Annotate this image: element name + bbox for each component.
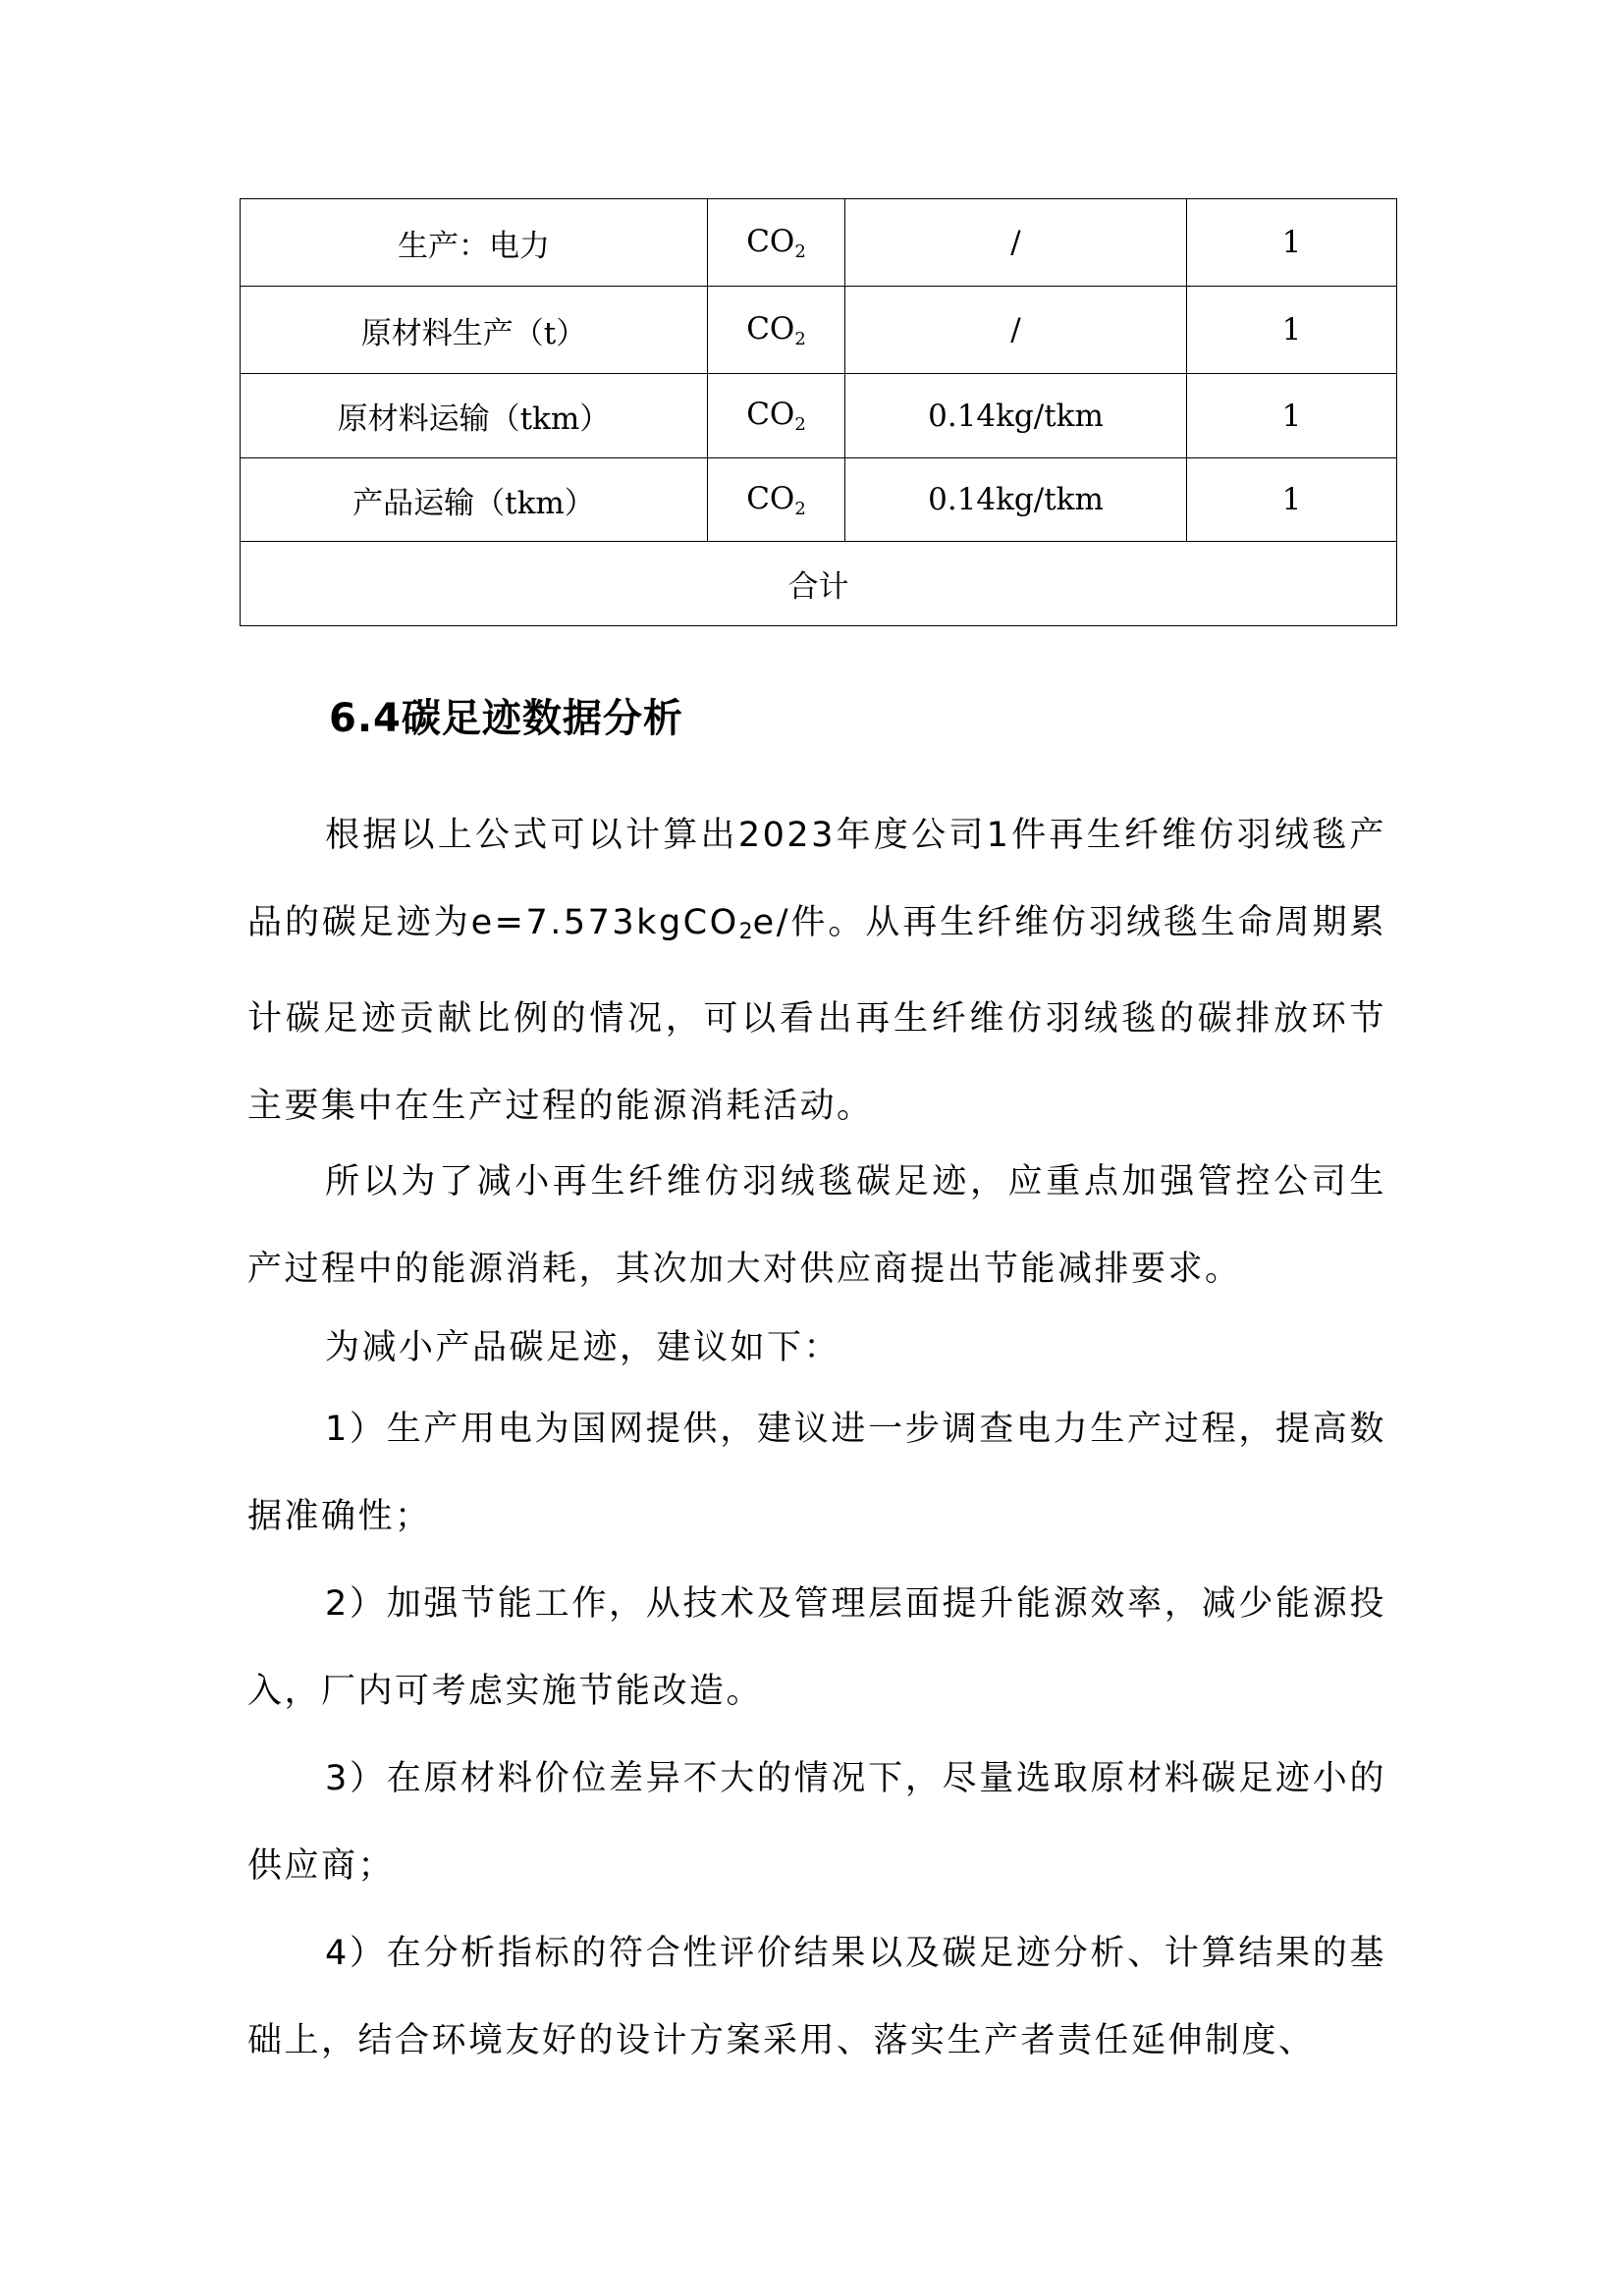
factor-cell: 0.14kg/tkm (845, 374, 1187, 458)
total-cell: 合计 (241, 542, 1397, 626)
gwp-cell: 1 (1187, 287, 1397, 374)
gas-cell: $CO_2$ (708, 287, 845, 374)
gwp-cell: 1 (1187, 199, 1397, 287)
table-row (241, 199, 1397, 287)
table-total-row (241, 542, 1397, 626)
paragraph-conclusion: 所以为了减小再生纤维仿羽绒毯碳足迹，应重点加强管控公司生产过程中的能源消耗，其次加大对供应商提出节能减排要求。 (247, 1162, 1386, 1289)
gas-cell: $CO_2$ (708, 458, 845, 542)
item-cell: 产品运输（tkm） (241, 458, 708, 542)
gas-cell: $CO_2$ (708, 199, 845, 287)
table-row (241, 458, 1397, 542)
section-heading: 6.4碳足迹数据分析 (329, 696, 683, 741)
factor-cell: / (845, 287, 1187, 374)
gwp-cell: 1 (1187, 458, 1397, 542)
suggestion-item-1: 1）生产用电为国网提供，建议进一步调查电力生产过程，提高数据准确性； (247, 1410, 1386, 1536)
emission-factor-table (240, 198, 1397, 626)
paragraph-result: 根据以上公式可以计算出2023年度公司1件再生纤维仿羽绒毯产品的碳足迹为e=7.573kgCO$_2$e/件。从再生纤维仿羽绒毯生命周期累计碳足迹贡献比例的情况，可以看出再生纤维仿羽绒毯的碳排放环节主要集中在生产过程的能源消耗活动。 (247, 816, 1387, 1126)
paragraph-suggestion-intro: 为减小产品碳足迹，建议如下： (325, 1328, 841, 1367)
suggestion-item-4: 4）在分析指标的符合性评价结果以及碳足迹分析、计算结果的基础上，结合环境友好的设计方案采用、落实生产者责任延伸制度、 (247, 1934, 1386, 2060)
factor-cell: 0.14kg/tkm (845, 458, 1187, 542)
gwp-cell: 1 (1187, 374, 1397, 458)
suggestion-item-2: 2）加强节能工作，从技术及管理层面提升能源效率，减少能源投入，厂内可考虑实施节能改造。 (247, 1584, 1386, 1711)
item-cell: 原材料生产（t） (241, 287, 708, 374)
item-cell: 原材料运输（tkm） (241, 374, 708, 458)
gas-cell: $CO_2$ (708, 374, 845, 458)
factor-cell: / (845, 199, 1187, 287)
item-cell: 生产：电力 (241, 199, 708, 287)
table-row (241, 287, 1397, 374)
table-row (241, 374, 1397, 458)
suggestion-item-3: 3）在原材料价位差异不大的情况下，尽量选取原材料碳足迹小的供应商； (247, 1759, 1386, 1886)
